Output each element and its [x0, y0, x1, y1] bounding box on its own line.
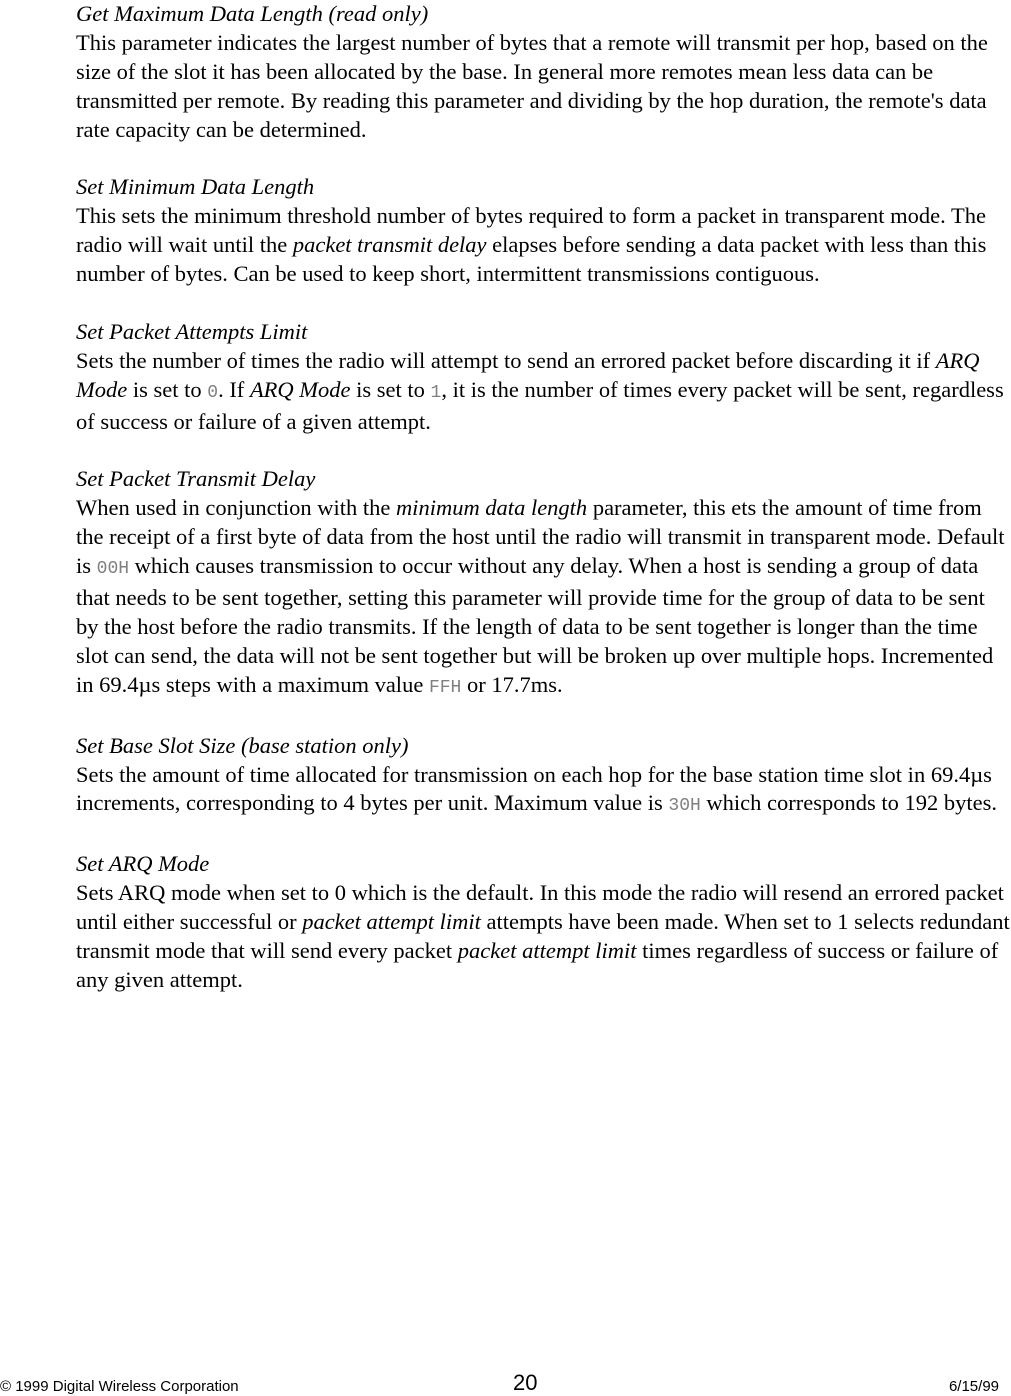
paragraph-text: Sets the number of times the radio will attempt to send an errored packet before discarding it if — [76, 347, 936, 373]
section-get-maximum-data-length — [76, 0, 1011, 145]
section-heading: Set Minimum Data Length — [76, 174, 315, 200]
emphasized-term: ARQ Mode — [249, 376, 351, 402]
paragraph-text: This sets the minimum threshold number of bytes required to form a packet in transparent mode. The radio will wait until the — [76, 203, 986, 258]
code-value: FFH — [428, 677, 462, 698]
paragraph-text: Sets the amount of time allocated for transmission on each hop for the base station time slot in 69.4µs increments, corresponding to 4 bytes per unit. Maximum value is — [76, 761, 992, 816]
section-heading: Set Base Slot Size (base station only) — [76, 732, 409, 758]
emphasized-term: ARQ Mode — [76, 347, 980, 402]
section-heading: Set ARQ Mode — [76, 851, 210, 877]
section-set-packet-attempts-limit — [76, 318, 1011, 437]
paragraph-text: Sets ARQ mode when set to 0 which is the default. In this mode the radio will resend an errored packet until either successful or — [76, 880, 1004, 935]
paragraph-text: When used in conjunction with the — [76, 495, 396, 521]
section-paragraph — [76, 347, 1011, 437]
section-paragraph — [76, 494, 1011, 702]
section-set-base-slot-size — [76, 732, 1011, 822]
paragraph-text: which corresponds to 192 bytes. — [700, 790, 997, 816]
section-paragraph — [76, 29, 1011, 145]
section-set-packet-transmit-delay — [76, 465, 1011, 702]
footer-date: 6/15/99 — [948, 1378, 999, 1395]
paragraph-text: , it is the number of times every packet will be sent, regardless of success or failure of a given attempt. — [76, 376, 1004, 434]
section-paragraph — [76, 202, 1011, 289]
code-value: 00H — [96, 559, 130, 580]
paragraph-text: is set to — [127, 376, 208, 402]
section-paragraph — [76, 761, 1011, 822]
paragraph-text: attempts have been made. When set to 1 selects redundant transmit mode that will send every packet — [76, 909, 1010, 963]
paragraph-text: parameter, this ets the amount of time from the receipt of a first byte of data from the host until the radio will transmit in transparent mode. Default is — [76, 495, 1005, 579]
code-value: 30H — [668, 796, 701, 817]
paragraph-text: elapses before sending a data packet with less than this number of bytes. Can be used to keep short, intermittent transmissions contiguous. — [76, 232, 987, 287]
paragraph-text: which causes transmission to occur without any delay. When a host is sending a group of data that needs to be sent together, setting this parameter will provide time for the group of data to be sent by the host before the radio transmits. If the length of data to be sent together is longer than the time slot can send, the data will not be sent together but will be broken up over multiple hops. Incremented in 69.4µs steps with a maximum value — [76, 553, 994, 697]
emphasized-term: packet attempt limit — [302, 909, 481, 935]
emphasized-term: packet transmit delay — [292, 232, 487, 258]
paragraph-text: This parameter indicates the largest number of bytes that a remote will transmit per hop, based on the size of the slot it has been allocated by the base. In general more remotes mean less data can be transmitted per remote. By reading this parameter and dividing by the hop duration, the remote's data rate capacity can be determined. — [76, 29, 988, 142]
page-number: 20 — [513, 1370, 538, 1395]
section-heading: Get Maximum Data Length (read only) — [76, 1, 429, 26]
paragraph-text: or 17.7ms. — [461, 671, 563, 697]
paragraph-text: is set to — [350, 376, 431, 402]
section-heading: Set Packet Attempts Limit — [76, 318, 308, 344]
code-value: 0 — [207, 382, 219, 403]
page-footer — [0, 1370, 1011, 1396]
code-value: 1 — [430, 382, 442, 403]
section-heading: Set Packet Transmit Delay — [76, 466, 316, 492]
section-set-minimum-data-length — [76, 173, 1011, 289]
section-paragraph — [76, 879, 1011, 995]
emphasized-term: packet attempt limit — [457, 937, 637, 963]
paragraph-text: . If — [218, 376, 250, 402]
footer-copyright: © 1999 Digital Wireless Corporation — [0, 1378, 239, 1395]
paragraph-text: times regardless of success or failure of any given attempt. — [76, 937, 999, 992]
emphasized-term: minimum data length — [395, 495, 588, 521]
section-set-arq-mode — [76, 850, 1011, 995]
document-body — [76, 0, 1011, 1024]
